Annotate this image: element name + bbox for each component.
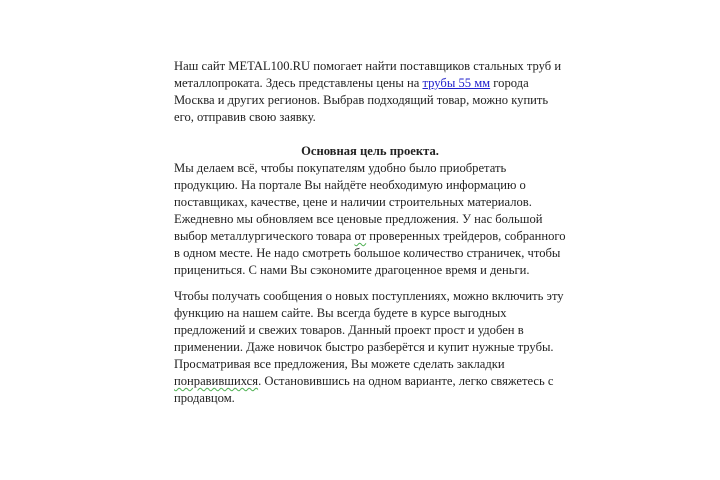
intro-paragraph	[174, 58, 566, 126]
notifications-text-start: Чтобы получать сообщения о новых поступлениях, можно включить эту функцию на нашем сайте. Вы всегда будете в курсе выгодных предложений и свежих товаров. Данный проект прост и удобен в применении. Даже новичок быстро разберётся и купит нужные трубы. Просматривая все предложения, Вы можете сделать закладки	[174, 289, 564, 371]
grammar-marked-word: понравившихся	[174, 374, 259, 388]
intro-text-start: Наш сайт METAL100.RU помогает найти поставщиков стальных труб и металлопроката. Здесь представлены цены на	[174, 59, 562, 90]
section-heading: Основная цель проекта.	[301, 144, 439, 158]
goal-text-start: Мы делаем всё, чтобы покупателям удобно было приобретать продукцию. На портале Вы найдёте необходимую информацию о поставщиках, качестве, цене и наличии строительных материалов. Ежедневно мы обновляем все ценовые предложения. У нас большой выбор металлургического товара	[174, 161, 543, 243]
notifications-text-end: . Остановившись на одном варианте, легко свяжетесь с продавцом.	[174, 374, 554, 405]
notifications-paragraph	[174, 288, 566, 407]
document-body	[174, 58, 566, 407]
pipes-55mm-link[interactable]: трубы 55 мм	[422, 76, 491, 90]
intro-text-end: города Москва и других регионов. Выбрав подходящий товар, можно купить его, отправив свою заявку.	[174, 76, 549, 124]
goal-text-end: проверенных трейдеров, собранного в одном месте. Не надо смотреть большое количество страничек, чтобы прицениться. С нами Вы сэкономите драгоценное время и деньги.	[174, 229, 566, 277]
goal-paragraph	[174, 160, 566, 279]
grammar-marked-word: от	[354, 229, 367, 243]
